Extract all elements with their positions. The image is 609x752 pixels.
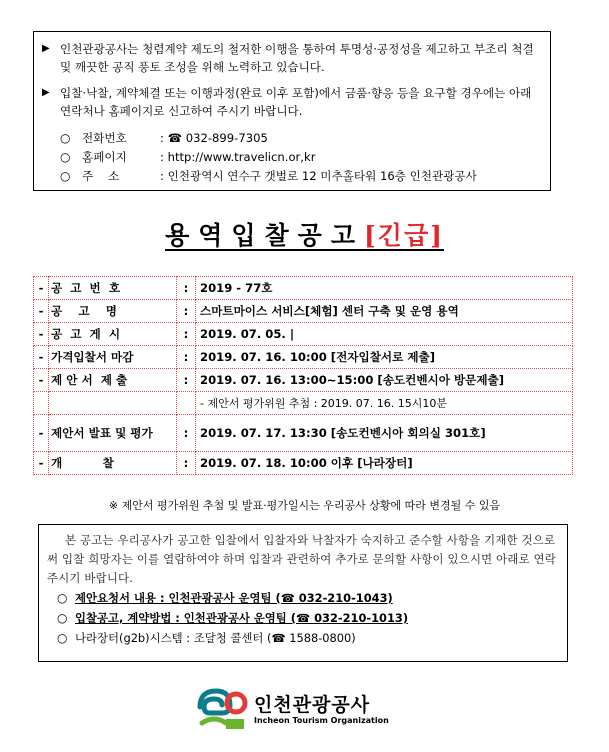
row-dash: -	[34, 323, 49, 346]
table-row	[34, 346, 573, 369]
row-colon: :	[177, 323, 196, 346]
row-value: 2019. 07. 16. 10:00 [전자입찰서로 제출]	[196, 346, 573, 369]
circle-bullet-icon: ○	[57, 611, 68, 625]
notice-paragraph-2	[42, 84, 542, 120]
circle-bullet-icon: ○	[60, 168, 71, 183]
guide-item	[47, 628, 559, 648]
row-label: 공 고 명	[49, 300, 177, 323]
row-value: 2019. 07. 18. 10:00 이후 [나라장터]	[196, 452, 573, 475]
organization-logo	[196, 684, 416, 734]
row-colon: :	[177, 452, 196, 475]
row-label	[49, 392, 177, 415]
footnote: ※ 제안서 평가위원 추첨 및 발표·평가일시는 우리공사 상황에 따라 변경될 수 있음	[108, 499, 501, 512]
notice-text-2: 입찰·낙찰, 계약체결 또는 이행과정(완료 이후 포함)에서 금품·향응 등을 요구할 경우에는 아래 연락처나 홈페이지로 신고하여 주시기 바랍니다.	[60, 86, 532, 118]
inquiry-guide-box	[38, 524, 568, 662]
row-colon	[177, 392, 196, 415]
contact-address	[42, 166, 542, 185]
row-colon: :	[177, 300, 196, 323]
incheon-tourism-logo-icon	[196, 685, 248, 733]
table-row	[34, 369, 573, 392]
contact-homepage	[42, 147, 542, 166]
row-dash: -	[34, 369, 49, 392]
table-row	[34, 300, 573, 323]
row-dash: -	[34, 415, 49, 452]
row-colon: :	[177, 415, 196, 452]
table-row	[34, 323, 573, 346]
guide-item	[47, 588, 559, 608]
notice-paragraph-1	[42, 40, 542, 76]
contact-value: : ☎ 032-899-7305	[160, 130, 268, 145]
row-value: 스마트마이스 서비스[체험] 센터 구축 및 운영 용역	[196, 300, 573, 323]
row-label: 제안서 발표 및 평가	[49, 415, 177, 452]
row-label: 가격입찰서 마감	[49, 346, 177, 369]
contact-label: 홈페이지	[82, 149, 127, 164]
row-value: 2019 - 77호	[196, 277, 573, 300]
phone-value: ☎ 032-899-7305	[167, 130, 268, 145]
contact-value: : 인천광역시 연수구 갯벌로 12 미추홀타워 16층 인천관광공사	[160, 168, 477, 183]
guide-item-text: 제안요청서 내용 : 인천관광공사 운영팀 (☎ 032-210-1043)	[75, 591, 393, 605]
logo-english-name: Incheon Tourism Organization	[254, 715, 389, 725]
row-dash: -	[34, 277, 49, 300]
row-value: - 제안서 평가위원 추첨 : 2019. 07. 16. 15시10분	[196, 392, 573, 415]
homepage-link[interactable]: http://www.travelicn.or,kr	[167, 149, 316, 164]
row-dash: -	[34, 452, 49, 475]
logo-text	[254, 694, 389, 725]
row-dash: -	[34, 346, 49, 369]
contact-label: 주 소	[82, 168, 120, 183]
circle-bullet-icon: ○	[57, 591, 68, 605]
table-row	[34, 392, 573, 415]
row-label: 개 찰	[49, 452, 177, 475]
table-row	[34, 415, 573, 452]
announcement-title	[0, 216, 609, 252]
logo-korean-name: 인천관광공사	[254, 693, 371, 716]
circle-bullet-icon: ○	[60, 149, 71, 164]
contact-label: 전화번호	[82, 130, 127, 145]
row-label: 공 고 게 시	[49, 323, 177, 346]
triangle-bullet-icon: ▶	[42, 87, 50, 98]
title-urgent-tag: [긴급]	[363, 221, 444, 250]
guide-item-text: 나라장터(g2b)시스템 : 조달청 콜센터 (☎ 1588-0800)	[75, 631, 356, 645]
notice-text-1: 인천관광공사는 청렴계약 제도의 철저한 이행을 통하여 투명성·공정성을 제고하고 부조리 척결 및 깨끗한 공직 풍토 조성을 위해 노력하고 있습니다.	[60, 42, 534, 74]
table-row	[34, 452, 573, 475]
bid-info-table	[33, 276, 573, 475]
guide-paragraph: 본 공고는 우리공사가 공고한 입찰에서 입찰자와 낙찰자가 숙지하고 준수할 사항을 기재한 것으로써 입찰 희망자는 이를 열람하여야 하며 입찰과 관련하여 추가로 문의할 사항이 있으시면 아래로 연락주시기 바랍니다.	[47, 533, 557, 585]
row-value: 2019. 07. 05. |	[196, 323, 573, 346]
row-label: 공 고 번 호	[49, 277, 177, 300]
guide-item	[47, 608, 559, 628]
integrity-notice-box	[33, 31, 551, 191]
row-colon: :	[177, 369, 196, 392]
contact-phone	[42, 128, 542, 147]
row-label: 제 안 서 제 출	[49, 369, 177, 392]
row-colon: :	[177, 346, 196, 369]
triangle-bullet-icon: ▶	[42, 43, 50, 54]
row-dash: -	[34, 300, 49, 323]
address-value: 인천광역시 연수구 갯벌로 12 미추홀타워 16층 인천관광공사	[167, 168, 477, 183]
circle-bullet-icon: ○	[60, 130, 71, 145]
guide-item-text: 입찰공고, 계약방법 : 인천관광공사 운영팀 (☎ 032-210-1013)	[75, 611, 409, 625]
row-dash	[34, 392, 49, 415]
title-main: 용역입찰공고	[165, 221, 364, 250]
table-row	[34, 277, 573, 300]
contact-value: : http://www.travelicn.or,kr	[160, 149, 316, 164]
row-value: 2019. 07. 16. 13:00~15:00 [송도컨벤시아 방문제출]	[196, 369, 573, 392]
row-colon: :	[177, 277, 196, 300]
circle-bullet-icon: ○	[57, 631, 68, 645]
row-value: 2019. 07. 17. 13:30 [송도컨벤시아 회의실 301호]	[196, 415, 573, 452]
